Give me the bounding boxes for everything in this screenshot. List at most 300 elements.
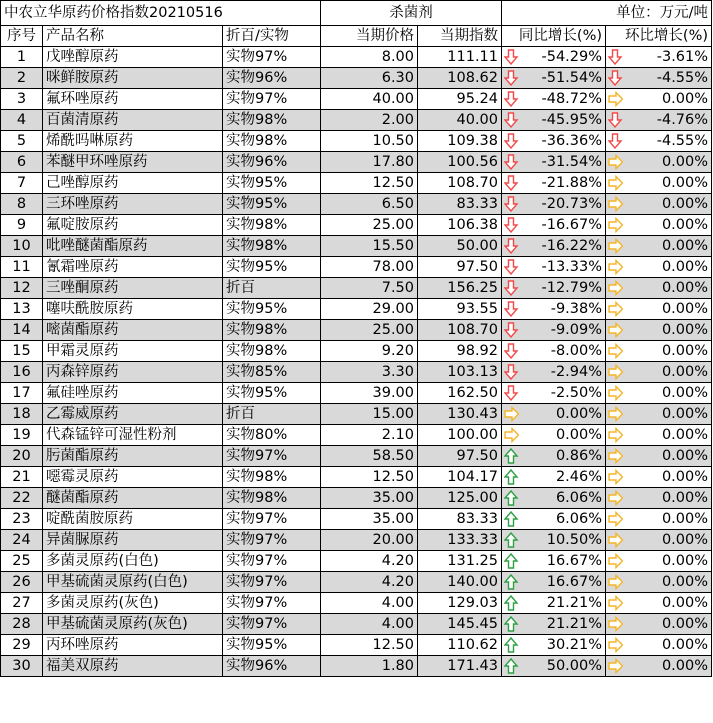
table-row: [1, 173, 712, 194]
cell-yoy: [502, 152, 606, 173]
cell-no: 5: [1, 131, 43, 152]
table-row: [1, 446, 712, 467]
mom-value: 0.00%: [661, 469, 709, 485]
table-row: [1, 551, 712, 572]
cell-no: 22: [1, 488, 43, 509]
cell-name: 噁霉灵原药: [43, 467, 223, 488]
cell-name: 代森锰锌可湿性粉剂: [43, 425, 223, 446]
mom-value: 0.00%: [661, 175, 709, 191]
cell-basis: 实物98%: [223, 467, 321, 488]
arrow-right-icon: [608, 553, 623, 569]
cell-mom: [606, 257, 712, 278]
arrow-down-icon: [504, 196, 519, 212]
arrow-up-icon: [504, 469, 519, 485]
cell-yoy: [502, 257, 606, 278]
cell-index: 97.50: [418, 257, 502, 278]
cell-name: 丙森锌原药: [43, 362, 223, 383]
cell-price: 39.00: [321, 383, 418, 404]
mom-value: 0.00%: [661, 280, 709, 296]
yoy-value: 0.00%: [555, 406, 603, 422]
mom-value: -4.55%: [656, 133, 709, 149]
table-row: [1, 341, 712, 362]
cell-price: 20.00: [321, 530, 418, 551]
arrow-down-icon: [504, 70, 519, 86]
cell-price: 6.30: [321, 68, 418, 89]
cell-name: 咪鲜胺原药: [43, 68, 223, 89]
arrow-down-icon: [504, 175, 519, 191]
cell-no: 8: [1, 194, 43, 215]
cell-no: 9: [1, 215, 43, 236]
cell-index: 171.43: [418, 656, 502, 677]
cell-index: 162.50: [418, 383, 502, 404]
cell-name: 氟环唑原药: [43, 89, 223, 110]
cell-yoy: [502, 341, 606, 362]
arrow-up-icon: [504, 553, 519, 569]
cell-no: 23: [1, 509, 43, 530]
cell-mom: [606, 278, 712, 299]
arrow-right-icon: [608, 469, 623, 485]
cell-name: 异菌脲原药: [43, 530, 223, 551]
header-basis: 折百/实物: [223, 26, 321, 47]
cell-basis: 实物85%: [223, 362, 321, 383]
cell-mom: [606, 383, 712, 404]
cell-yoy: [502, 215, 606, 236]
yoy-value: -51.54%: [541, 70, 603, 86]
cell-index: 131.25: [418, 551, 502, 572]
arrow-right-icon: [608, 196, 623, 212]
cell-basis: 实物95%: [223, 194, 321, 215]
cell-index: 97.50: [418, 446, 502, 467]
header-index: 当期指数: [418, 26, 502, 47]
cell-index: 156.25: [418, 278, 502, 299]
cell-price: 15.50: [321, 236, 418, 257]
cell-yoy: [502, 530, 606, 551]
title-row: [1, 1, 712, 26]
mom-value: 0.00%: [661, 259, 709, 275]
yoy-value: 0.00%: [555, 427, 603, 443]
cell-mom: [606, 215, 712, 236]
cell-index: 111.11: [418, 47, 502, 68]
cell-mom: [606, 467, 712, 488]
arrow-down-icon: [504, 238, 519, 254]
cell-no: 3: [1, 89, 43, 110]
cell-index: 130.43: [418, 404, 502, 425]
mom-value: 0.00%: [661, 301, 709, 317]
cell-index: 100.56: [418, 152, 502, 173]
cell-yoy: [502, 425, 606, 446]
cell-index: 40.00: [418, 110, 502, 131]
mom-value: 0.00%: [661, 574, 709, 590]
table-row: [1, 278, 712, 299]
cell-mom: [606, 299, 712, 320]
cell-basis: 折百: [223, 278, 321, 299]
header-row: [1, 26, 712, 47]
arrow-right-icon: [608, 322, 623, 338]
yoy-value: 50.00%: [546, 658, 603, 674]
cell-no: 1: [1, 47, 43, 68]
mom-value: 0.00%: [661, 322, 709, 338]
cell-basis: 实物95%: [223, 257, 321, 278]
cell-mom: [606, 68, 712, 89]
arrow-down-icon: [608, 133, 623, 149]
cell-price: 78.00: [321, 257, 418, 278]
cell-price: 6.50: [321, 194, 418, 215]
cell-no: 20: [1, 446, 43, 467]
cell-index: 140.00: [418, 572, 502, 593]
cell-index: 103.13: [418, 362, 502, 383]
mom-value: 0.00%: [661, 238, 709, 254]
mom-value: 0.00%: [661, 448, 709, 464]
cell-mom: [606, 593, 712, 614]
cell-name: 嘧菌酯原药: [43, 320, 223, 341]
cell-yoy: [502, 110, 606, 131]
yoy-value: 21.21%: [546, 616, 603, 632]
cell-no: 4: [1, 110, 43, 131]
table-row: [1, 467, 712, 488]
cell-no: 13: [1, 299, 43, 320]
table-row: [1, 152, 712, 173]
cell-index: 95.24: [418, 89, 502, 110]
arrow-right-icon: [608, 238, 623, 254]
table-title: 中农立华原药价格指数20210516: [1, 1, 321, 26]
cell-name: 甲基硫菌灵原药(白色): [43, 572, 223, 593]
cell-mom: [606, 89, 712, 110]
cell-basis: 实物96%: [223, 68, 321, 89]
arrow-right-icon: [608, 490, 623, 506]
cell-mom: [606, 131, 712, 152]
cell-mom: [606, 194, 712, 215]
cell-mom: [606, 362, 712, 383]
arrow-up-icon: [504, 532, 519, 548]
yoy-value: 30.21%: [546, 637, 603, 653]
cell-no: 10: [1, 236, 43, 257]
cell-index: 109.38: [418, 131, 502, 152]
cell-price: 1.80: [321, 656, 418, 677]
mom-value: 0.00%: [661, 196, 709, 212]
cell-yoy: [502, 299, 606, 320]
yoy-value: 2.46%: [555, 469, 603, 485]
yoy-value: -31.54%: [541, 154, 603, 170]
cell-price: 17.80: [321, 152, 418, 173]
mom-value: 0.00%: [661, 343, 709, 359]
cell-price: 35.00: [321, 488, 418, 509]
cell-price: 9.20: [321, 341, 418, 362]
cell-no: 28: [1, 614, 43, 635]
cell-price: 4.00: [321, 593, 418, 614]
cell-yoy: [502, 509, 606, 530]
yoy-value: -9.09%: [550, 322, 603, 338]
cell-basis: 实物98%: [223, 215, 321, 236]
cell-index: 83.33: [418, 194, 502, 215]
yoy-value: -48.72%: [541, 91, 603, 107]
cell-price: 15.00: [321, 404, 418, 425]
arrow-right-icon: [608, 175, 623, 191]
arrow-down-icon: [504, 322, 519, 338]
mom-value: 0.00%: [661, 637, 709, 653]
arrow-up-icon: [504, 490, 519, 506]
cell-yoy: [502, 593, 606, 614]
cell-index: 98.92: [418, 341, 502, 362]
cell-index: 104.17: [418, 467, 502, 488]
cell-name: 福美双原药: [43, 656, 223, 677]
cell-price: 2.10: [321, 425, 418, 446]
cell-no: 7: [1, 173, 43, 194]
yoy-value: -45.95%: [541, 112, 603, 128]
yoy-value: -20.73%: [541, 196, 603, 212]
table-row: [1, 656, 712, 677]
arrow-up-icon: [504, 595, 519, 611]
mom-value: 0.00%: [661, 532, 709, 548]
cell-yoy: [502, 194, 606, 215]
yoy-value: -21.88%: [541, 175, 603, 191]
mom-value: 0.00%: [661, 553, 709, 569]
cell-index: 129.03: [418, 593, 502, 614]
cell-no: 30: [1, 656, 43, 677]
cell-name: 醚菌酯原药: [43, 488, 223, 509]
cell-no: 16: [1, 362, 43, 383]
arrow-right-icon: [608, 448, 623, 464]
cell-yoy: [502, 467, 606, 488]
yoy-value: -54.29%: [541, 49, 603, 65]
cell-basis: 实物97%: [223, 551, 321, 572]
cell-no: 25: [1, 551, 43, 572]
arrow-right-icon: [608, 364, 623, 380]
cell-name: 苯醚甲环唑原药: [43, 152, 223, 173]
cell-yoy: [502, 383, 606, 404]
cell-basis: 实物95%: [223, 383, 321, 404]
cell-yoy: [502, 656, 606, 677]
cell-name: 百菌清原药: [43, 110, 223, 131]
arrow-down-icon: [504, 343, 519, 359]
cell-basis: 实物98%: [223, 131, 321, 152]
cell-name: 己唑醇原药: [43, 173, 223, 194]
cell-basis: 实物96%: [223, 152, 321, 173]
table-row: [1, 320, 712, 341]
arrow-up-icon: [504, 448, 519, 464]
cell-price: 25.00: [321, 215, 418, 236]
cell-no: 17: [1, 383, 43, 404]
mom-value: 0.00%: [661, 490, 709, 506]
mom-value: -4.76%: [656, 112, 709, 128]
mom-value: 0.00%: [661, 511, 709, 527]
yoy-value: -2.50%: [550, 385, 603, 401]
cell-name: 丙环唑原药: [43, 635, 223, 656]
cell-name: 多菌灵原药(白色): [43, 551, 223, 572]
table-row: [1, 299, 712, 320]
table-row: [1, 488, 712, 509]
cell-price: 7.50: [321, 278, 418, 299]
yoy-value: -2.94%: [550, 364, 603, 380]
header-price: 当期价格: [321, 26, 418, 47]
table-row: [1, 572, 712, 593]
header-name: 产品名称: [43, 26, 223, 47]
cell-name: 多菌灵原药(灰色): [43, 593, 223, 614]
arrow-down-icon: [504, 133, 519, 149]
table-row: [1, 215, 712, 236]
cell-name: 三唑酮原药: [43, 278, 223, 299]
cell-basis: 实物97%: [223, 89, 321, 110]
arrow-down-icon: [504, 112, 519, 128]
cell-price: 12.50: [321, 635, 418, 656]
yoy-value: 10.50%: [546, 532, 603, 548]
arrow-up-icon: [504, 616, 519, 632]
arrow-right-icon: [608, 616, 623, 632]
arrow-right-icon: [504, 406, 519, 422]
yoy-value: -13.33%: [541, 259, 603, 275]
yoy-value: -8.00%: [550, 343, 603, 359]
cell-basis: 实物97%: [223, 47, 321, 68]
cell-name: 吡唑醚菌酯原药: [43, 236, 223, 257]
cell-name: 噻呋酰胺原药: [43, 299, 223, 320]
cell-price: 4.20: [321, 572, 418, 593]
cell-index: 100.00: [418, 425, 502, 446]
arrow-right-icon: [608, 427, 623, 443]
cell-no: 11: [1, 257, 43, 278]
arrow-down-icon: [504, 301, 519, 317]
table-row: [1, 68, 712, 89]
arrow-down-icon: [504, 280, 519, 296]
cell-name: 烯酰吗啉原药: [43, 131, 223, 152]
header-mom: 环比增长(%): [606, 26, 712, 47]
cell-basis: 实物98%: [223, 110, 321, 131]
yoy-value: -16.67%: [541, 217, 603, 233]
cell-no: 24: [1, 530, 43, 551]
table-row: [1, 614, 712, 635]
arrow-right-icon: [608, 343, 623, 359]
arrow-right-icon: [608, 385, 623, 401]
cell-yoy: [502, 446, 606, 467]
cell-yoy: [502, 47, 606, 68]
cell-name: 啶酰菌胺原药: [43, 509, 223, 530]
cell-no: 21: [1, 467, 43, 488]
cell-basis: 实物96%: [223, 656, 321, 677]
cell-basis: 实物97%: [223, 614, 321, 635]
table-row: [1, 530, 712, 551]
table-row: [1, 635, 712, 656]
cell-price: 25.00: [321, 320, 418, 341]
cell-yoy: [502, 362, 606, 383]
mom-value: 0.00%: [661, 427, 709, 443]
cell-basis: 实物97%: [223, 530, 321, 551]
mom-value: 0.00%: [661, 364, 709, 380]
cell-mom: [606, 488, 712, 509]
table-row: [1, 509, 712, 530]
cell-yoy: [502, 278, 606, 299]
cell-name: 戊唑醇原药: [43, 47, 223, 68]
arrow-up-icon: [504, 574, 519, 590]
arrow-right-icon: [608, 574, 623, 590]
cell-basis: 实物97%: [223, 572, 321, 593]
cell-yoy: [502, 614, 606, 635]
yoy-value: 6.06%: [555, 490, 603, 506]
arrow-right-icon: [608, 406, 623, 422]
cell-name: 氟啶胺原药: [43, 215, 223, 236]
cell-no: 18: [1, 404, 43, 425]
cell-index: 83.33: [418, 509, 502, 530]
arrow-right-icon: [608, 154, 623, 170]
cell-no: 12: [1, 278, 43, 299]
mom-value: 0.00%: [661, 595, 709, 611]
mom-value: -3.61%: [656, 49, 709, 65]
cell-yoy: [502, 236, 606, 257]
cell-price: 3.30: [321, 362, 418, 383]
cell-price: 2.00: [321, 110, 418, 131]
cell-price: 29.00: [321, 299, 418, 320]
table-row: [1, 593, 712, 614]
arrow-down-icon: [608, 70, 623, 86]
cell-no: 2: [1, 68, 43, 89]
mom-value: -4.55%: [656, 70, 709, 86]
table-row: [1, 89, 712, 110]
yoy-value: 16.67%: [546, 574, 603, 590]
cell-index: 110.62: [418, 635, 502, 656]
arrow-down-icon: [504, 217, 519, 233]
unit-label: 单位：万元/吨: [502, 1, 712, 26]
table-row: [1, 194, 712, 215]
cell-basis: 实物95%: [223, 299, 321, 320]
cell-basis: 实物97%: [223, 446, 321, 467]
cell-no: 6: [1, 152, 43, 173]
arrow-right-icon: [608, 259, 623, 275]
cell-basis: 实物97%: [223, 509, 321, 530]
arrow-up-icon: [504, 658, 519, 674]
cell-no: 19: [1, 425, 43, 446]
arrow-right-icon: [608, 91, 623, 107]
mom-value: 0.00%: [661, 154, 709, 170]
cell-name: 甲基硫菌灵原药(灰色): [43, 614, 223, 635]
cell-index: 108.70: [418, 173, 502, 194]
mom-value: 0.00%: [661, 406, 709, 422]
cell-basis: 实物80%: [223, 425, 321, 446]
cell-name: 氰霜唑原药: [43, 257, 223, 278]
cell-mom: [606, 614, 712, 635]
cell-yoy: [502, 68, 606, 89]
cell-basis: 实物95%: [223, 173, 321, 194]
cell-name: 乙霉威原药: [43, 404, 223, 425]
cell-price: 12.50: [321, 173, 418, 194]
cell-mom: [606, 635, 712, 656]
arrow-down-icon: [504, 259, 519, 275]
cell-basis: 实物98%: [223, 341, 321, 362]
cell-index: 93.55: [418, 299, 502, 320]
cell-price: 58.50: [321, 446, 418, 467]
table-body: [1, 47, 712, 677]
yoy-value: -12.79%: [541, 280, 603, 296]
cell-index: 125.00: [418, 488, 502, 509]
table-row: [1, 362, 712, 383]
table-row: [1, 131, 712, 152]
table-row: [1, 236, 712, 257]
table-row: [1, 404, 712, 425]
cell-yoy: [502, 404, 606, 425]
cell-yoy: [502, 572, 606, 593]
cell-basis: 实物97%: [223, 593, 321, 614]
cell-basis: 实物98%: [223, 320, 321, 341]
arrow-down-icon: [504, 385, 519, 401]
cell-mom: [606, 656, 712, 677]
cell-price: 10.50: [321, 131, 418, 152]
cell-mom: [606, 551, 712, 572]
cell-index: 145.45: [418, 614, 502, 635]
cell-mom: [606, 341, 712, 362]
cell-no: 15: [1, 341, 43, 362]
cell-yoy: [502, 551, 606, 572]
arrow-right-icon: [608, 637, 623, 653]
cell-yoy: [502, 173, 606, 194]
arrow-up-icon: [504, 511, 519, 527]
arrow-down-icon: [504, 91, 519, 107]
cell-price: 8.00: [321, 47, 418, 68]
